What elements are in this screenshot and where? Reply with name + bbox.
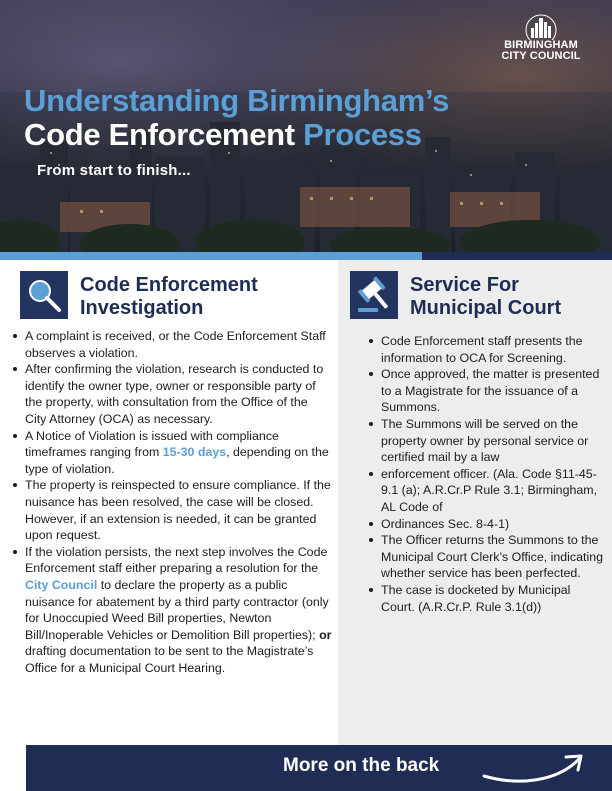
title-line-1: Understanding Birmingham’s [24,83,450,118]
title-line-2-a: Code Enforcement [24,117,304,152]
page-title [24,84,449,152]
list-item: If the violation persists, the next step involves the Code Enforcement staff either preparing a resolution for the City Council to declare the property as a public nuisance for abatement by a third party contractor (only for Unoccupied Weed Bill properties, Newton Bill/Inoperable Vehicles or Demolition Bill properties); or drafting documentation to be sent to the Magistrate’s Office for a Municipal Court Hearing. [12,544,332,677]
list-item: The property is reinspected to ensure compliance. If the nuisance has been resolved, the case will be closed. However, if an extension is needed, it can be granted upon request. [12,477,332,543]
gavel-icon [350,271,398,319]
list-item: The case is docketed by Municipal Court. (A.R.Cr.P. Rule 3.1(d)) [368,582,604,615]
logo-line-1: BIRMINGHAM [504,39,578,51]
list-item: A complaint is received, or the Code Enforcement Staff observes a violation. [12,328,332,361]
list-item: After confirming the violation, research is conducted to identify the owner type, owner or responsible party of the property, with consultation from the Office of the City Attorney (OCA) as necessary. [12,361,332,427]
list-item: Once approved, the matter is presented to a Magistrate for the issuance of a Summons. [368,366,604,416]
city-council-logo [486,14,596,70]
magnifier-icon [20,271,68,319]
municipal-court-section [338,260,612,745]
investigation-header [20,271,258,320]
investigation-list [12,328,332,676]
hero-banner [0,0,612,252]
logo-line-2: CITY COUNCIL [501,50,581,62]
footer [0,745,612,791]
city-seal-icon [519,14,563,40]
list-item: enforcement officer. (Ala. Code §11-45-9.1 (a); A.R.Cr.P Rule 3.1; Birmingham, AL Code of [368,466,604,516]
city-council-highlight: City Council [25,577,98,592]
title-line-2-b: Process [303,117,422,152]
investigation-title: Code Enforcement Investigation [80,274,258,319]
list-item: Ordinances Sec. 8-4-1) [368,516,604,533]
list-item: Code Enforcement staff presents the information to OCA for Screening. [368,333,604,366]
timeframe-highlight: 15-30 days [162,445,227,460]
accent-bar [0,252,612,260]
more-on-back-label: More on the back [283,755,440,776]
municipal-court-header [350,271,561,320]
list-item: The Summons will be served on the property owner by personal service or certified mail by a law [368,416,604,466]
or-emphasis: or [319,627,332,642]
municipal-court-title: Service For Municipal Court [410,274,562,319]
accent-bar-notch [422,252,612,260]
curved-arrow-icon [478,748,588,788]
list-item: A Notice of Violation is issued with compliance timeframes ranging from 15-30 days, depending on the type of violation. [12,428,332,478]
page-subtitle: From start to finish... [37,162,191,179]
list-item: The Officer returns the Summons to the Municipal Court Clerk’s Office, indicating whether service has been perfected. [368,532,604,582]
investigation-section [0,260,338,745]
municipal-court-list [368,333,604,615]
